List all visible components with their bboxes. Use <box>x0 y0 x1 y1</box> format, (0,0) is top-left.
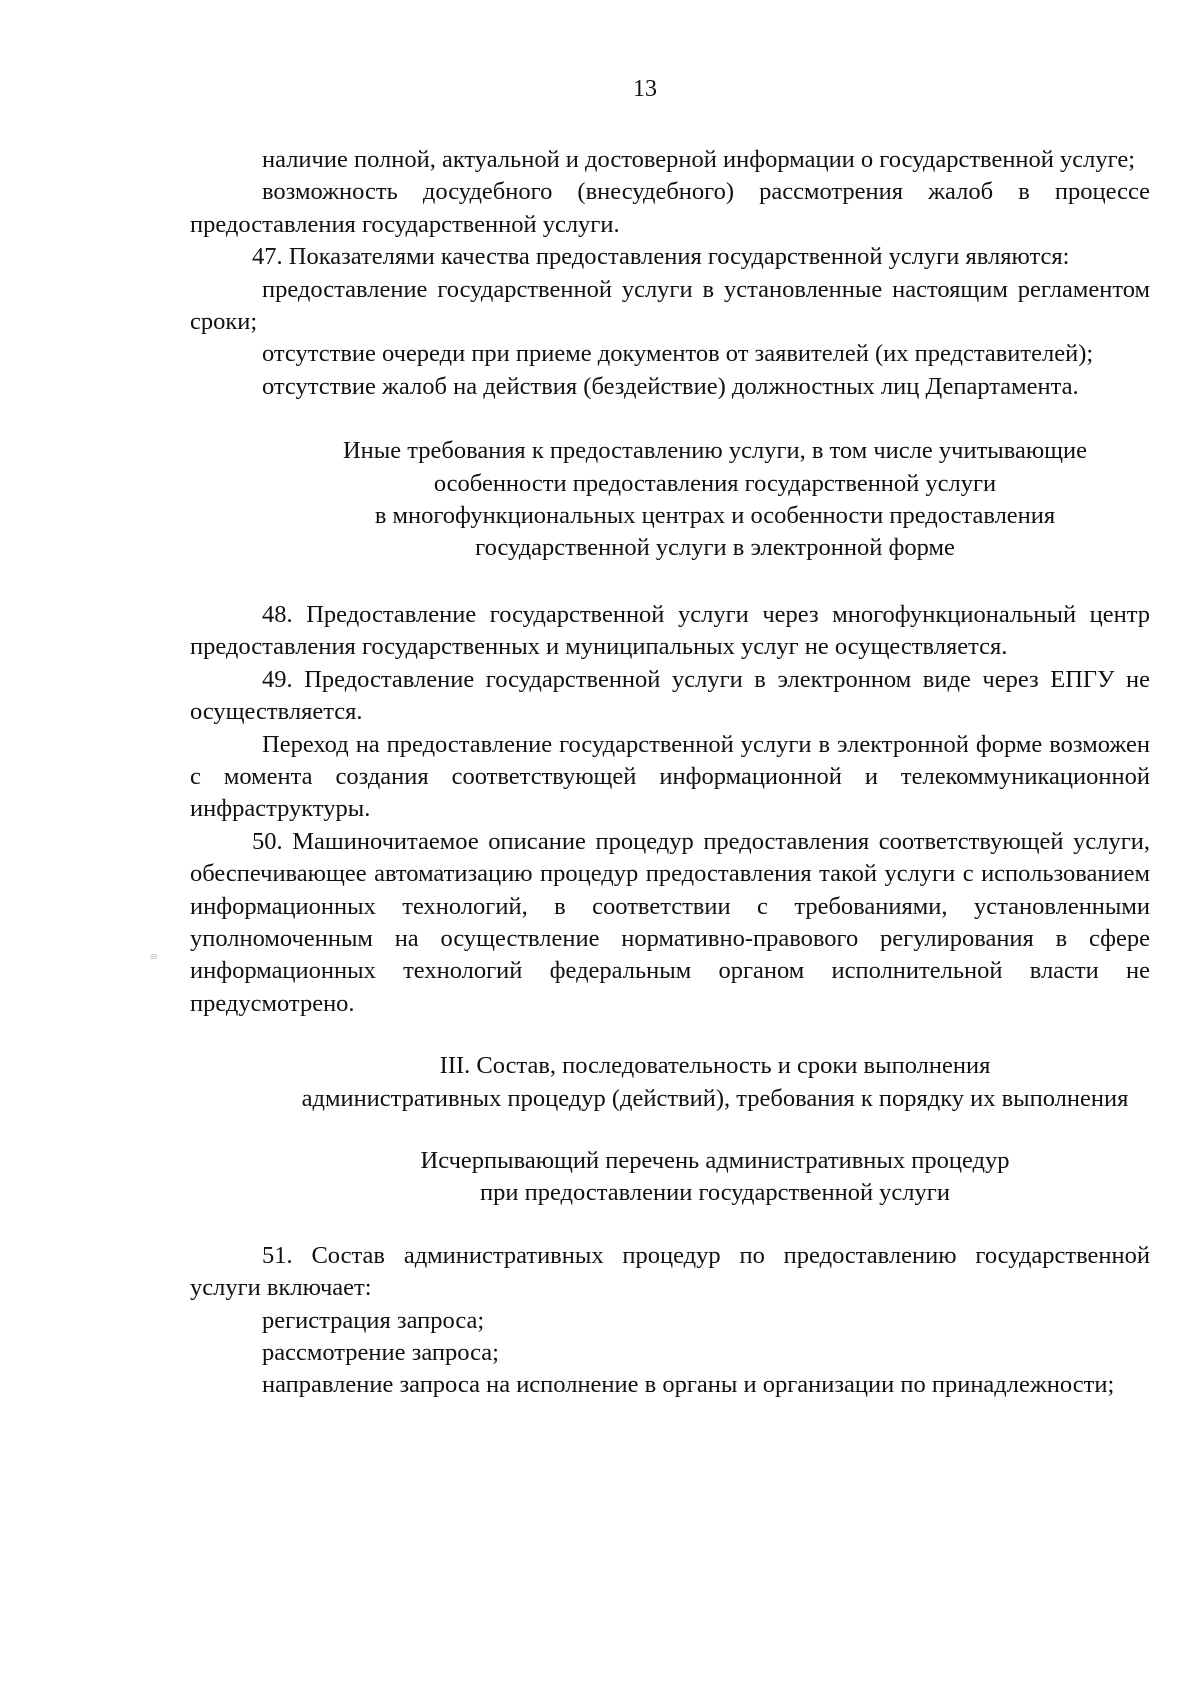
paragraph-49-epgu: 49. Предоставление государственной услуги в электронном виде через ЕПГУ не осуществляется. <box>190 665 1150 726</box>
paragraph-electronic-transition: Переход на предоставление государственной услуги в электронной форме возможен с момента создания соответствующей информационной и телекоммуникационной инфраструктуры. <box>190 730 1150 823</box>
paragraph-complaints-review: возможность досудебного (внесудебного) рассмотрения жалоб в процессе предоставления государственной услуги. <box>190 178 1150 238</box>
heading-line: Иные требования к предоставлению услуги, в том числе учитывающие <box>342 437 1088 465</box>
paragraph-51-procedures: 51. Состав административных процедур по предоставлению государственной услуги включает: <box>190 1241 1150 1302</box>
heading-line: особенности предоставления государственной услуги <box>433 469 997 497</box>
heading-line: административных процедур (действий), требования к порядку их выполнения <box>301 1084 1129 1112</box>
list-item-review: рассмотрение запроса; <box>262 1339 499 1366</box>
heading-line: государственной услуги в электронной форме <box>475 534 955 562</box>
page-number: 13 <box>633 76 657 102</box>
paragraph-47-quality-indicators: 47. Показателями качества предоставления государственной услуги являются: <box>252 243 1070 271</box>
list-item-forwarding: направление запроса на исполнение в органы и организации по принадлежности; <box>262 1371 1115 1399</box>
heading-line: при предоставлении государственной услуги <box>480 1179 950 1207</box>
list-item-registration: регистрация запроса; <box>262 1306 485 1334</box>
subsection-heading-procedures-list <box>190 1145 1150 1210</box>
margin-stamp-mark: ≡ <box>150 950 158 965</box>
document-body <box>190 144 1150 1402</box>
paragraph-48-mfc: 48. Предоставление государственной услуги через многофункциональный центр предоставления государственных и муниципальных услуг не осуществляется. <box>190 600 1150 661</box>
heading-line: III. Состав, последовательность и сроки выполнения <box>439 1052 991 1080</box>
heading-line: Исчерпывающий перечень административных процедур <box>420 1146 1010 1174</box>
section-heading-other-requirements <box>190 435 1150 565</box>
paragraph-deadlines: предоставление государственной услуги в установленные настоящим регламентом сроки; <box>190 275 1150 336</box>
paragraph-no-queue: отсутствие очереди при приеме документов от заявителей (их представителей); <box>262 340 1094 368</box>
paragraph-info-availability: наличие полной, актуальной и достоверной информации о государственной услуге; <box>262 146 1136 173</box>
paragraph-no-complaints: отсутствие жалоб на действия (бездействие) должностных лиц Департамента. <box>262 372 1079 400</box>
section-heading-iii <box>190 1050 1150 1115</box>
heading-line: в многофункциональных центрах и особенности предоставления <box>374 502 1056 530</box>
paragraph-50-machine-readable: 50. Машиночитаемое описание процедур предоставления соответствующей услуги, обеспечивающее автоматизацию процедур предоставления такой услуги с использованием информационных технологий, в соответствии с требованиями, установленными уполномоченным на осуществление нормативно-правового регулирования в сфере информационных технологий федеральным органом исполнительной власти не предусмотрено. <box>190 827 1150 1017</box>
